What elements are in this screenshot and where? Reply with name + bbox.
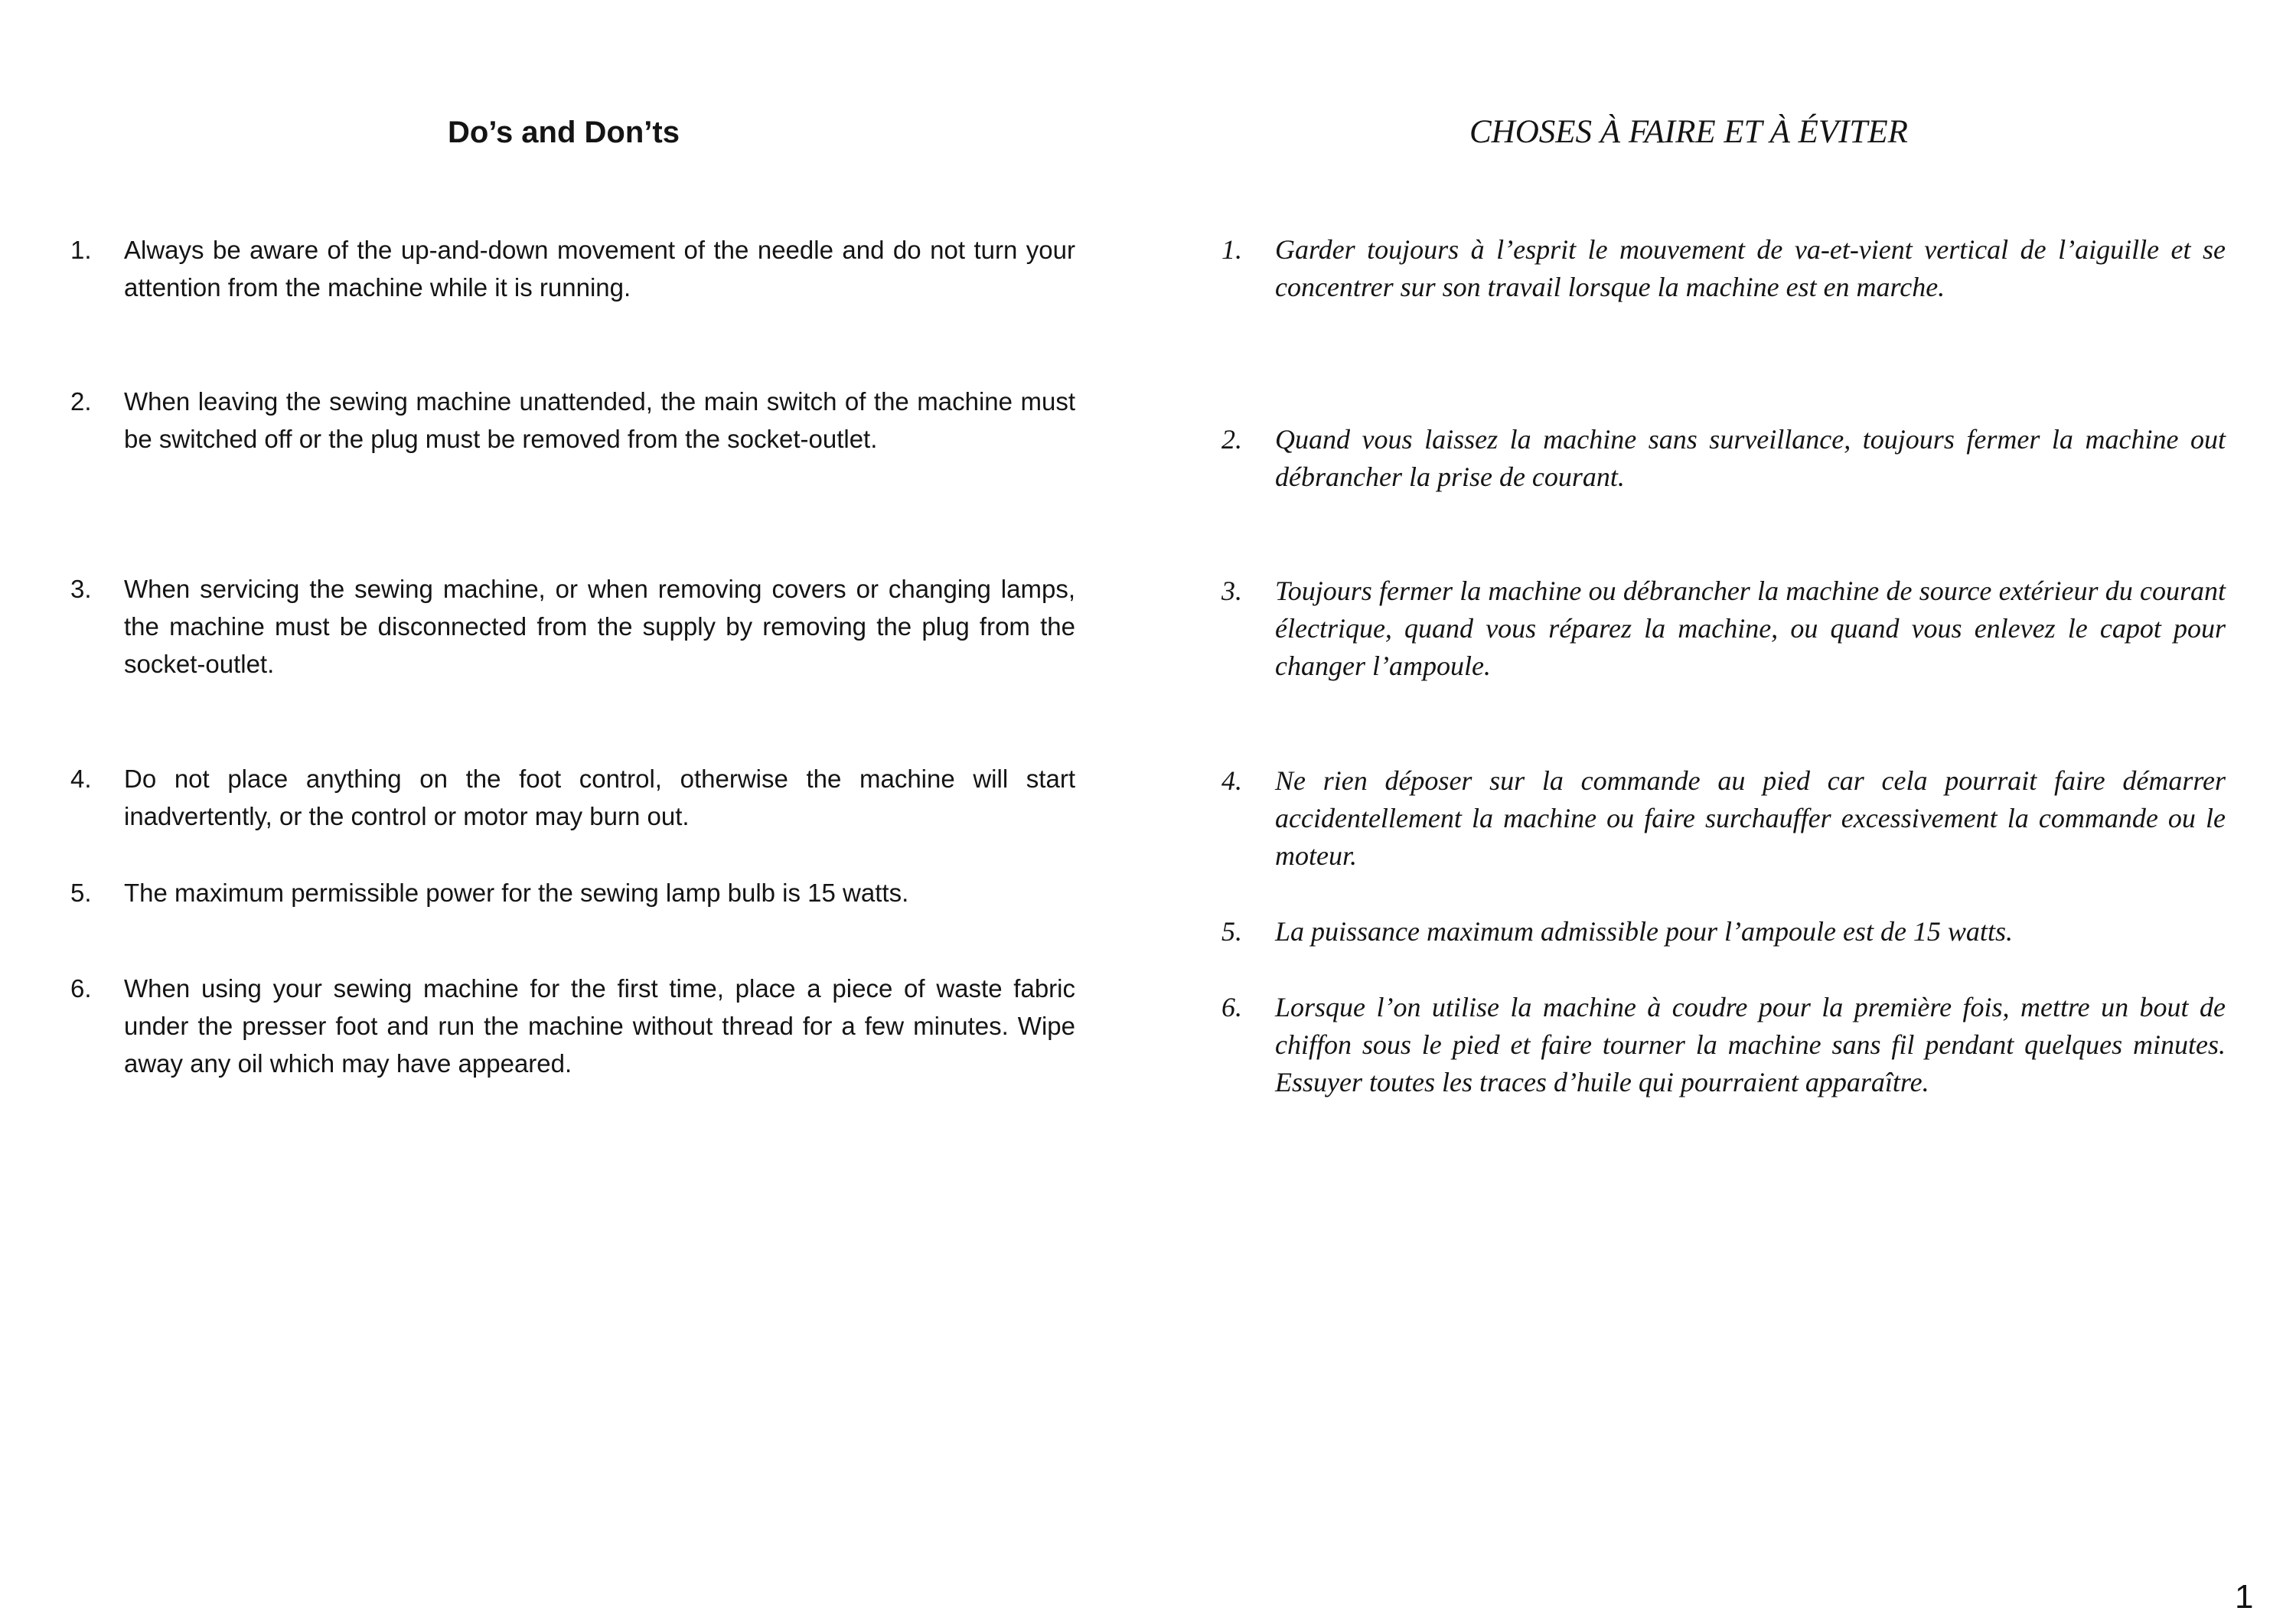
item-text: When leaving the sewing machine unattended, the main switch of the machine must be switched off or the plug must be removed from the socket-outlet. (124, 387, 1075, 453)
english-item-2 (0, 383, 1075, 458)
item-number: 6. (1221, 992, 1242, 1022)
item-text: La puissance maximum admissible pour l’ampoule est de 15 watts. (1275, 916, 2013, 947)
item-text: The maximum permissible power for the sewing lamp bulb is 15 watts. (124, 879, 909, 907)
french-item-6 (1179, 989, 2226, 1101)
page-number: 1 (2235, 1578, 2254, 1616)
english-item-1 (0, 231, 1075, 306)
item-text: Toujours fermer la machine ou débrancher la machine de source extérieur du courant électrique, quand vous réparez la machine, ou quand vous enlevez le capot pour changer l’ampoule. (1275, 576, 2226, 681)
french-item-1 (1179, 231, 2226, 306)
item-text: Garder toujours à l’esprit le mouvement de va-et-vient vertical de l’aiguille et se concentrer sur son travail lorsque la machine est en marche. (1275, 234, 2226, 302)
french-item-2 (1179, 421, 2226, 496)
english-item-5 (0, 874, 1075, 911)
item-number: 5. (70, 879, 92, 907)
item-number: 6. (70, 974, 92, 1003)
item-text: When using your sewing machine for the first time, place a piece of waste fabric under the presser foot and run the machine without thread for a few minutes. Wipe away any oil which may have appeared. (124, 974, 1075, 1078)
item-text: Always be aware of the up-and-down movement of the needle and do not turn your attention from the machine while it is running. (124, 236, 1075, 302)
item-number: 4. (1221, 765, 1242, 796)
item-number: 1. (70, 236, 92, 264)
item-number: 1. (1221, 234, 1242, 265)
french-item-4 (1179, 762, 2226, 875)
item-number: 4. (70, 765, 92, 793)
english-heading: Do’s and Don’ts (448, 116, 680, 149)
item-number: 3. (1221, 576, 1242, 606)
item-text: When servicing the sewing machine, or when removing covers or changing lamps, the machine must be disconnected from the supply by removing the plug from the socket-outlet. (124, 575, 1075, 678)
item-number: 3. (70, 575, 92, 603)
french-heading: CHOSES À FAIRE ET À ÉVITER (1469, 114, 1908, 150)
french-item-3 (1179, 572, 2226, 685)
item-number: 5. (1221, 916, 1242, 947)
item-text: Quand vous laissez la machine sans surveillance, toujours fermer la machine out débrancher la prise de courant. (1275, 424, 2226, 492)
french-item-5 (1179, 913, 2226, 951)
english-item-6 (0, 970, 1075, 1082)
item-text: Ne rien déposer sur la commande au pied car cela pourrait faire démarrer accidentellement la machine ou faire surchauffer excessivement la commande ou le moteur. (1275, 765, 2226, 871)
item-number: 2. (1221, 424, 1242, 455)
item-text: Lorsque l’on utilise la machine à coudre pour la première fois, mettre un bout de chiffon sous le pied et faire tourner la machine sans fil pendant quelques minutes. Essuyer toutes les traces d’huile qui pourraient apparaître. (1275, 992, 2226, 1097)
item-number: 2. (70, 387, 92, 416)
item-text: Do not place anything on the foot control, otherwise the machine will start inadvertently, or the control or motor may burn out. (124, 765, 1075, 830)
english-item-3 (0, 570, 1075, 683)
english-item-4 (0, 760, 1075, 835)
